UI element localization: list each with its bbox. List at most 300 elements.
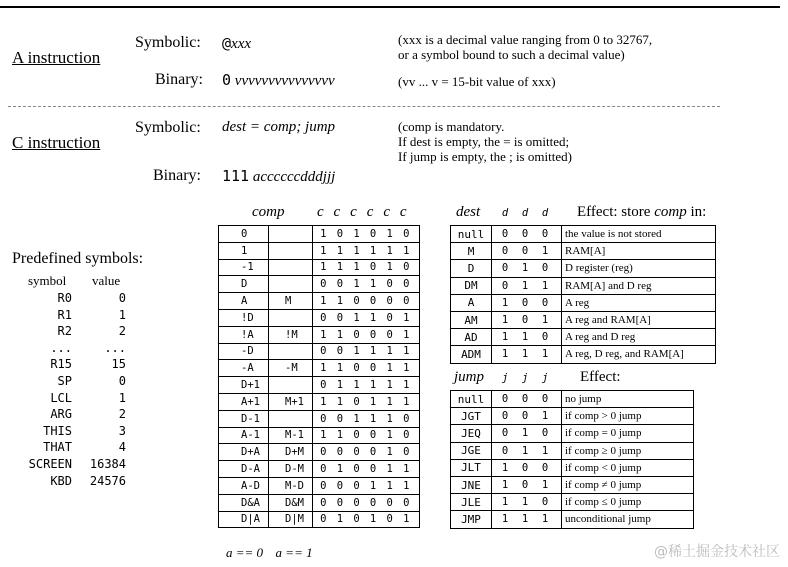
row-effect-cell: if comp ≤ 0 jump [562,494,694,511]
comp-bit: 0 [386,496,393,509]
table-row [451,329,716,346]
top-rule [0,6,780,8]
comp-bit: 0 [403,412,410,425]
a-note-3: (vv ... v = 15-bit value of xxx) [398,74,556,89]
table-row [219,461,420,478]
table-row [451,476,694,493]
symbol-name: R2 [57,324,72,339]
comp-bit: 0 [320,311,327,324]
comp-bit: 0 [369,496,377,509]
row-bits-cell [492,511,562,528]
comp-a1-cell [269,343,313,360]
comp-bit: 1 [403,311,410,324]
row-effect-cell: A reg, D reg, and RAM[A] [562,346,716,363]
comp-a0-cell: -A [219,360,269,377]
watermark: @稀土掘金技术社区 [654,544,780,560]
comp-bit: 0 [336,227,344,240]
comp-bits-cell [313,226,420,243]
a-symbolic-code: @xxx [222,34,252,52]
comp-a0-cell: !A [219,326,269,343]
comp-a1-cell: M+1 [269,393,313,410]
comp-bit: 1 [403,395,410,408]
row-bit: 1 [501,513,509,526]
comp-a1-cell: !M [269,326,313,343]
comp-bit: 1 [403,513,410,526]
comp-bit: 0 [386,513,393,526]
comp-a1-cell: M-D [269,477,313,494]
table-row [219,477,420,494]
row-bit: 1 [541,410,549,423]
row-name-cell: M [451,243,492,260]
row-name-cell: JLT [451,459,492,476]
footer-a0: a == 0 [226,545,264,560]
comp-bit: 1 [403,362,410,375]
c-symbolic-label: Symbolic: [135,119,201,136]
comp-bit: 0 [369,328,377,341]
comp-bit: 1 [403,463,410,476]
comp-bit: 0 [336,446,344,459]
table-row [451,277,716,294]
row-bit: 0 [541,496,549,509]
comp-bit: 0 [369,429,377,442]
dest-bit-header [495,204,555,221]
comp-bits-cell [313,259,420,276]
jump-effect-header: Effect: [580,369,621,385]
row-bits-cell [492,226,562,243]
comp-a0-cell: D+1 [219,377,269,394]
table-row [451,494,694,511]
comp-footer [226,545,313,561]
table-row [219,242,420,259]
row-name-cell: null [451,391,492,408]
comp-a0-cell: A-1 [219,427,269,444]
comp-bit-label: c [316,204,324,220]
comp-bit: 1 [320,261,327,274]
comp-bit: 1 [353,311,360,324]
comp-a1-cell: M [269,293,313,310]
row-bit: 1 [541,513,549,526]
comp-bit: 0 [369,227,377,240]
comp-bit: 1 [336,463,344,476]
comp-bit: 0 [403,261,410,274]
table-row [451,459,694,476]
comp-bit: 0 [353,295,360,308]
a-note-2: or a symbol bound to such a decimal value) [398,47,625,62]
row-bit: 1 [521,444,529,457]
bit-label: d [501,207,509,219]
comp-bit: 0 [369,446,377,459]
comp-bit: 1 [320,328,327,341]
row-bit: 0 [541,228,549,241]
symbol-value: 1 [118,390,126,405]
comp-a1-cell [269,377,313,394]
row-bit: 0 [521,314,529,327]
comp-a1-cell: D&M [269,494,313,511]
table-row [219,343,420,360]
comp-a1-cell: -M [269,360,313,377]
comp-bit: 0 [353,429,360,442]
row-name-cell: ADM [451,346,492,363]
row-name-cell: AM [451,311,492,328]
comp-a0-cell: A [219,293,269,310]
comp-a0-cell: 0 [219,226,269,243]
comp-bit: 1 [403,379,410,392]
comp-bit: 0 [386,295,393,308]
row-bit: 0 [501,410,509,423]
comp-bits-cell [313,511,420,528]
comp-bit: 0 [320,278,327,291]
comp-bit: 0 [386,311,393,324]
row-name-cell: D [451,260,492,277]
row-bits-cell [492,243,562,260]
comp-bits-cell [313,377,420,394]
row-bit: 0 [521,296,529,309]
row-bit: 0 [521,461,529,474]
symbol-value: 1 [118,307,126,322]
comp-bit: 0 [353,395,360,408]
comp-bit: 1 [403,328,410,341]
comp-bit: 0 [403,295,410,308]
table-row [451,442,694,459]
row-effect-cell: the value is not stored [562,226,716,243]
a-note-1: (xxx is a decimal value ranging from 0 to 32767, [398,32,653,47]
comp-bit: 1 [320,395,327,408]
comp-bits-cell [313,410,420,427]
comp-bit-label: c [366,204,374,220]
symbol-value: 16384 [89,456,126,471]
comp-bit: 1 [320,244,327,257]
comp-a0-cell: A-D [219,477,269,494]
comp-bit: 1 [369,311,377,324]
comp-bit: 1 [369,345,377,358]
row-bit: 0 [541,427,549,440]
comp-bits-cell [313,444,420,461]
comp-bit: 0 [353,328,360,341]
comp-bit: 0 [369,362,377,375]
table-row [451,511,694,528]
comp-bits-cell [313,293,420,310]
predefined-value-column [56,290,126,489]
symbol-value: ... [104,340,126,355]
comp-bit: 0 [369,261,377,274]
table-row [219,410,420,427]
row-bit: 1 [521,496,529,509]
row-bit: 1 [521,331,529,344]
comp-bit: 1 [336,261,344,274]
dest-header: dest [456,204,481,220]
comp-bit: 0 [403,278,410,291]
row-effect-cell: RAM[A] and D reg [562,277,716,294]
table-row [219,494,420,511]
comp-bit: 0 [336,345,344,358]
row-name-cell: JNE [451,476,492,493]
comp-bit: 1 [353,278,360,291]
symbol-value: 3 [118,423,126,438]
predefined-col-symbol: symbol [28,273,67,288]
table-row [219,226,420,243]
symbol-value: 4 [118,440,126,455]
comp-a1-cell: D|M [269,511,313,528]
a-binary-code: 0 vvvvvvvvvvvvvvv [222,71,335,89]
comp-bit: 0 [353,446,360,459]
row-effect-cell: A reg and RAM[A] [562,311,716,328]
bit-label: j [521,372,529,384]
row-bit: 0 [501,393,509,406]
c-symbolic-code: dest = comp; jump [222,119,336,135]
comp-a0-cell: -1 [219,259,269,276]
comp-bit: 1 [353,261,360,274]
comp-a1-cell [269,410,313,427]
comp-bit: 1 [369,479,377,492]
comp-bit: 0 [320,496,327,509]
comp-bit: 1 [403,244,410,257]
comp-bit: 0 [320,513,327,526]
c-instruction-label: C instruction [12,133,101,152]
row-bit: 0 [541,393,549,406]
row-effect-cell: no jump [562,391,694,408]
row-bit: 0 [501,279,509,292]
comp-bit: 0 [320,412,327,425]
row-bit: 0 [541,461,549,474]
a-instruction-label: A instruction [12,48,101,67]
comp-bits-cell [313,393,420,410]
bit-label: j [501,372,509,384]
comp-bit-label: c [333,204,341,220]
comp-bit: 0 [320,379,327,392]
row-bit: 0 [521,479,529,492]
row-name-cell: JLE [451,494,492,511]
row-bits-cell [492,494,562,511]
comp-bit: 1 [353,412,360,425]
comp-a1-cell [269,276,313,293]
comp-bit: 0 [336,479,344,492]
comp-bit-label: c [399,204,407,220]
table-row [219,293,420,310]
comp-bit-label: c [383,204,390,220]
comp-a1-cell [269,259,313,276]
comp-bit: 1 [320,227,327,240]
comp-bit: 1 [336,429,344,442]
comp-bit: 1 [353,345,360,358]
row-bit: 1 [521,513,529,526]
comp-bit: 0 [403,429,410,442]
row-bit: 1 [521,348,529,361]
bit-label: j [541,372,549,384]
footer-a1: a == 1 [275,545,313,560]
table-row [219,259,420,276]
row-bit: 1 [541,479,549,492]
row-bit: 1 [501,331,509,344]
symbol-name: R0 [57,291,72,305]
row-bit: 1 [541,314,549,327]
symbol-value: 15 [111,357,126,372]
comp-table [218,225,420,528]
row-bits-cell [492,329,562,346]
comp-header: comp [252,204,285,220]
row-bits-cell [492,476,562,493]
comp-bit: 0 [369,295,377,308]
comp-bits-cell [313,309,420,326]
table-row [219,427,420,444]
row-effect-cell: RAM[A] [562,243,716,260]
comp-bits-cell [313,343,420,360]
table-row [219,511,420,528]
row-name-cell: JMP [451,511,492,528]
row-bits-cell [492,391,562,408]
comp-bit: 0 [320,479,327,492]
row-bit: 1 [521,427,529,440]
row-effect-cell: unconditional jump [562,511,694,528]
row-bit: 1 [521,279,529,292]
table-row [451,408,694,425]
comp-a0-cell: -D [219,343,269,360]
comp-bit: 0 [386,278,393,291]
row-bit: 1 [501,461,509,474]
symbol-name: R15 [50,357,72,372]
row-bits-cell [492,260,562,277]
bit-label: d [521,207,529,219]
dest-table [450,225,716,364]
comp-bit: 0 [320,345,327,358]
row-name-cell: JGT [451,408,492,425]
row-bits-cell [492,408,562,425]
row-bit: 0 [501,262,509,275]
comp-bit: 1 [353,244,360,257]
comp-bit: 0 [353,479,360,492]
comp-a1-cell [269,226,313,243]
table-row [451,346,716,363]
row-name-cell: JGE [451,442,492,459]
comp-bit: 0 [320,463,327,476]
comp-a0-cell: D+A [219,444,269,461]
comp-bit: 0 [353,496,360,509]
comp-bit: 1 [336,362,344,375]
symbol-name: SP [57,373,72,388]
table-row [219,377,420,394]
comp-bit: 0 [369,463,377,476]
comp-bit: 0 [403,446,410,459]
row-effect-cell: if comp < 0 jump [562,459,694,476]
row-effect-cell: D register (reg) [562,260,716,277]
comp-bit: 0 [336,412,344,425]
comp-bit: 0 [353,513,360,526]
a-binary-label: Binary: [155,71,203,88]
row-bit: 1 [541,444,549,457]
comp-bit: 0 [336,496,344,509]
comp-bit: 1 [369,278,377,291]
c-note-2: If dest is empty, the = is omitted; [398,134,570,149]
comp-bits-cell [313,461,420,478]
comp-bit: 1 [386,261,393,274]
row-bit: 0 [501,444,509,457]
row-effect-cell: A reg [562,294,716,311]
comp-a1-cell: D+M [269,444,313,461]
comp-bit: 1 [320,295,327,308]
comp-bits-cell [313,360,420,377]
comp-a1-cell [269,309,313,326]
symbol-name: KBD [50,473,72,488]
table-row [219,444,420,461]
comp-bit: 1 [336,513,344,526]
jump-bit-header [495,369,555,386]
row-bits-cell [492,425,562,442]
comp-bit: 1 [336,244,344,257]
table-row [219,326,420,343]
comp-bit: 1 [369,513,377,526]
row-bits-cell [492,277,562,294]
comp-bit: 1 [386,412,393,425]
comp-bit: 0 [336,278,344,291]
row-bit: 0 [521,410,529,423]
comp-bit: 0 [353,362,360,375]
table-row [451,243,716,260]
comp-a0-cell: D-A [219,461,269,478]
row-effect-cell: if comp ≠ 0 jump [562,476,694,493]
comp-a0-cell: D-1 [219,410,269,427]
row-bit: 1 [501,348,509,361]
comp-bit: 1 [386,362,393,375]
comp-a1-cell: D-M [269,461,313,478]
predefined-title: Predefined symbols: [12,250,144,267]
comp-bit: 1 [353,379,360,392]
comp-bit: 1 [386,244,393,257]
c-binary-code: 111 accccccdddjjj [222,167,336,185]
comp-bit: 1 [353,227,360,240]
row-bit: 1 [501,314,509,327]
comp-bit: 0 [320,446,327,459]
row-bit: 0 [521,228,529,241]
row-bit: 0 [501,228,509,241]
table-row [451,425,694,442]
row-bit: 0 [501,427,509,440]
comp-bit: 1 [386,395,393,408]
comp-bit: 0 [403,496,410,509]
row-effect-cell: if comp ≥ 0 jump [562,442,694,459]
row-bits-cell [492,311,562,328]
row-bit: 0 [501,245,509,258]
comp-a0-cell: D&A [219,494,269,511]
comp-bit: 1 [386,479,393,492]
comp-bit: 1 [403,345,410,358]
symbol-value: 0 [118,373,126,388]
dest-effect-header: Effect: store comp in: [577,204,707,220]
jump-header: jump [454,369,484,385]
comp-bits-cell [313,427,420,444]
comp-bits-cell [313,242,420,259]
row-name-cell: A [451,294,492,311]
table-row [451,294,716,311]
comp-bits-cell [313,477,420,494]
comp-bit: 1 [386,379,393,392]
row-bit: 0 [541,262,549,275]
jump-table [450,390,694,529]
row-bit: 1 [541,279,549,292]
symbol-name: THIS [43,423,72,438]
comp-bit: 1 [320,429,327,442]
comp-bits-cell [313,276,420,293]
table-row [451,260,716,277]
comp-bit: 1 [336,379,344,392]
comp-bit: 1 [386,463,393,476]
row-bits-cell [492,442,562,459]
comp-bit: 1 [386,429,393,442]
row-bits-cell [492,346,562,363]
table-row [219,276,420,293]
symbol-value: 24576 [89,473,126,488]
symbol-name: R1 [57,307,72,322]
table-row [219,393,420,410]
row-bit: 0 [541,296,549,309]
